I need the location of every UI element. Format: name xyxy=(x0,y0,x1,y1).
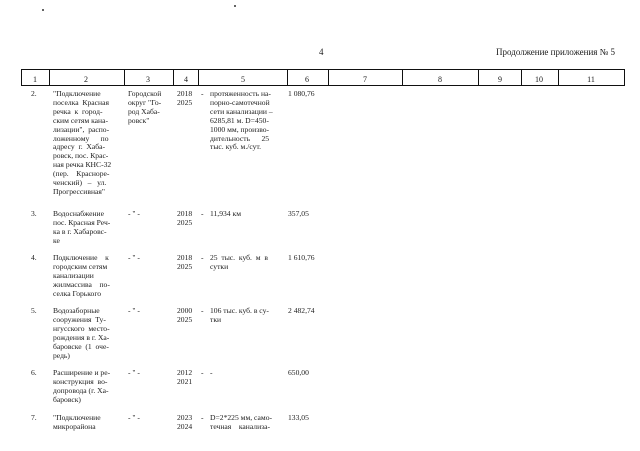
cost-value: 1 610,76 xyxy=(288,253,315,262)
specification: 11,934 км xyxy=(210,209,241,218)
dash: - xyxy=(201,253,204,262)
implementation-years: 2023 2024 xyxy=(177,413,193,431)
column-divider xyxy=(558,69,559,86)
column-divider xyxy=(624,69,625,86)
specification: 106 тыс. куб. в су- тки xyxy=(210,306,269,324)
scan-speck xyxy=(234,5,236,7)
column-divider xyxy=(21,69,22,86)
appendix-continuation-label: Продолжение приложения № 5 xyxy=(496,47,616,57)
project-name: Водоснабжение пос. Красная Реч- ка в г. Хабаровс- ке xyxy=(53,209,111,245)
dash: - xyxy=(201,368,204,377)
column-number: 8 xyxy=(438,75,442,84)
cost-value: 133,05 xyxy=(288,413,309,422)
row-number: 3. xyxy=(31,209,37,218)
row-number: 6. xyxy=(31,368,37,377)
district: - " - xyxy=(128,368,140,377)
cost-value: 650,00 xyxy=(288,368,309,377)
dash: - xyxy=(201,306,204,315)
cost-value: 2 482,74 xyxy=(288,306,315,315)
dash: - xyxy=(201,413,204,422)
column-divider xyxy=(521,69,522,86)
column-divider xyxy=(478,69,479,86)
cost-value: 1 080,76 xyxy=(288,89,315,98)
district: - " - xyxy=(128,209,140,218)
project-name: Расширение и ре- конструкция во- допровода (г. Ха- баровск) xyxy=(53,368,111,404)
cost-value: 357,05 xyxy=(288,209,309,218)
row-number: 7. xyxy=(31,413,37,422)
column-divider xyxy=(402,69,403,86)
column-divider xyxy=(124,69,125,86)
column-number: 2 xyxy=(84,75,88,84)
column-number: 5 xyxy=(241,75,245,84)
project-name: "Подключение поселка Красная речка к город- ским сетям кана- лизации", распо- ложенному по адресу г. Хаба- ровск, пос. Крас- ная речка КНС-32 (пер. Красноре- ченский) – ул. Прогрессивная" xyxy=(53,89,112,196)
column-number: 9 xyxy=(498,75,502,84)
implementation-years: 2018 2025 xyxy=(177,209,193,227)
dash: - xyxy=(201,89,204,98)
row-number: 4. xyxy=(31,253,37,262)
column-divider xyxy=(328,69,329,86)
column-number: 6 xyxy=(305,75,309,84)
column-number: 1 xyxy=(33,75,37,84)
implementation-years: 2018 2025 xyxy=(177,253,193,271)
column-number: 3 xyxy=(146,75,150,84)
specification: D=2*225 мм, само- течная канализа- xyxy=(210,413,273,431)
dash: - xyxy=(201,209,204,218)
district: - " - xyxy=(128,253,140,262)
district: - " - xyxy=(128,413,140,422)
row-number: 2. xyxy=(31,89,37,98)
project-name: Подключение к городским сетям канализации жилмассива по- селка Горького xyxy=(53,253,110,298)
scan-speck xyxy=(42,9,44,11)
column-number: 7 xyxy=(363,75,367,84)
page-number: 4 xyxy=(319,47,324,57)
implementation-years: 2000 2025 xyxy=(177,306,193,324)
column-divider xyxy=(198,69,199,86)
project-name: "Подключение микрорайона xyxy=(53,413,101,431)
specification: - xyxy=(210,368,213,377)
header-top-border xyxy=(21,69,624,70)
specification: протяженность на- порно-самотечной сети канализации – 6285,81 м. D=450- 1000 мм, произво- дительность 25 тыс. куб. м./сут. xyxy=(210,89,273,152)
header-bottom-border xyxy=(21,85,624,86)
column-number: 4 xyxy=(184,75,188,84)
column-divider xyxy=(49,69,50,86)
district: Городской округ "Го- род Хаба- ровск" xyxy=(128,89,162,125)
implementation-years: 2018 2025 xyxy=(177,89,193,107)
column-divider xyxy=(173,69,174,86)
implementation-years: 2012 2021 xyxy=(177,368,193,386)
column-divider xyxy=(287,69,288,86)
district: - " - xyxy=(128,306,140,315)
project-name: Водозаборные сооружения Ту- нгусского место- рождения в г. Ха- баровске (1 оче- редь) xyxy=(53,306,110,360)
row-number: 5. xyxy=(31,306,37,315)
specification: 25 тыс. куб. м в сутки xyxy=(210,253,268,271)
column-number: 10 xyxy=(535,75,543,84)
column-number: 11 xyxy=(587,75,595,84)
